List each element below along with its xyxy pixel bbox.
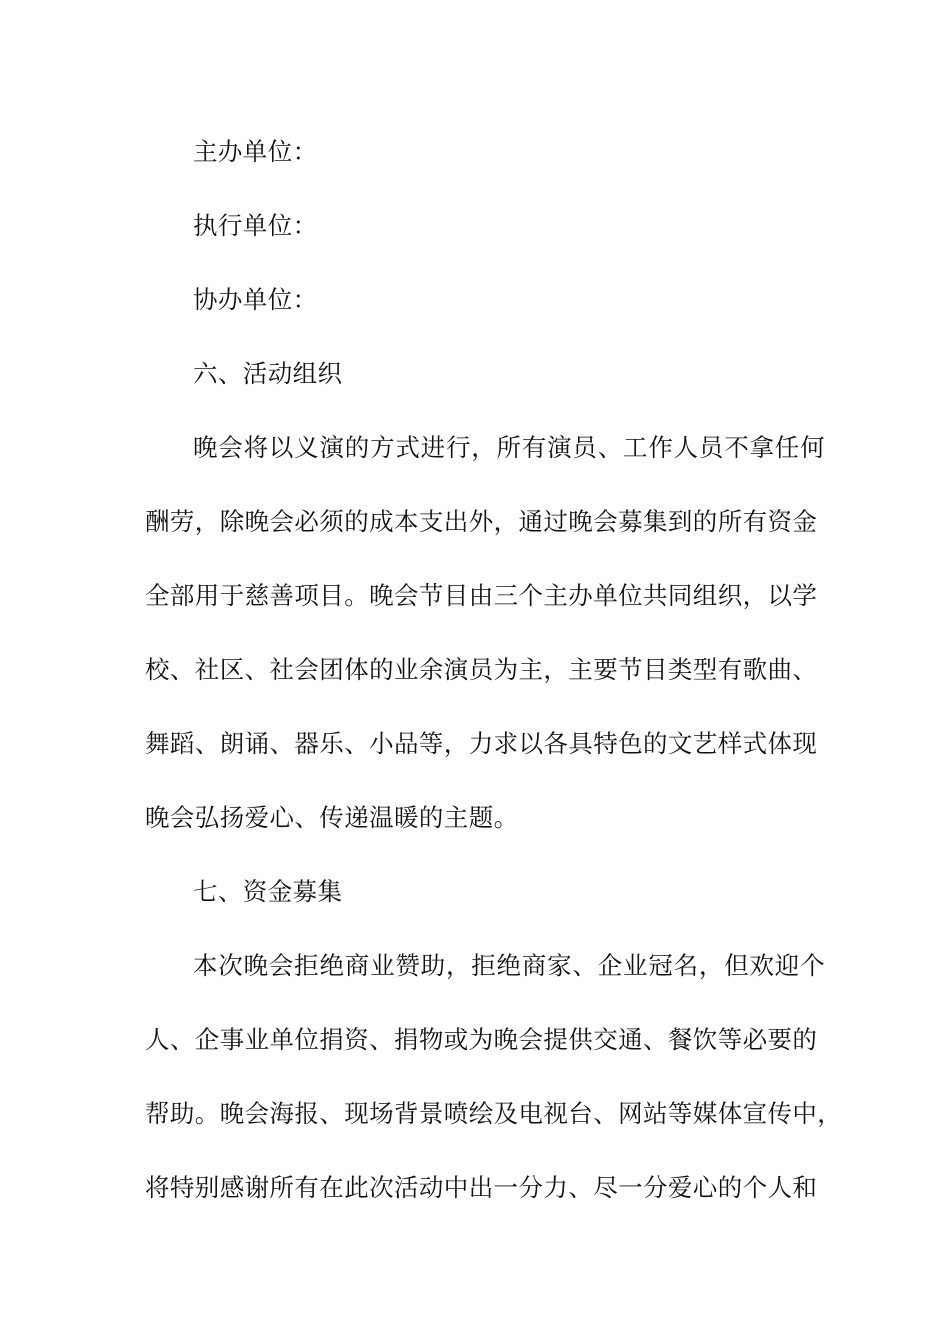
paragraph-line: 全部用于慈善项目。晚会节目由三个主办单位共同组织，以学 [145, 581, 818, 610]
co-organizer-label: 协办单位： [193, 285, 318, 314]
paragraph-line: 晚会弘扬爱心、传递温暖的主题。 [145, 803, 519, 832]
paragraph-line: 本次晚会拒绝商业赞助，拒绝商家、企业冠名，但欢迎个 [193, 951, 825, 980]
organizer-label: 主办单位： [193, 137, 318, 166]
paragraph-line: 人、企事业单位捐资、捐物或为晚会提供交通、餐饮等必要的 [145, 1025, 818, 1054]
executor-label: 执行单位： [193, 211, 318, 240]
paragraph-line: 帮助。晚会海报、现场背景喷绘及电视台、网站等媒体宣传中， [145, 1099, 843, 1128]
paragraph-line: 舞蹈、朗诵、器乐、小品等，力求以各具特色的文艺样式体现 [145, 729, 818, 758]
section-heading-activity-organization: 六、活动组织 [193, 359, 343, 388]
section-heading-fundraising: 七、资金募集 [193, 877, 343, 906]
paragraph-line: 酬劳，除晚会必须的成本支出外，通过晚会募集到的所有资金 [145, 507, 818, 536]
paragraph-line: 将特别感谢所有在此次活动中出一分力、尽一分爱心的个人和 [145, 1173, 818, 1202]
paragraph-line: 校、社区、社会团体的业余演员为主，主要节目类型有歌曲、 [145, 655, 818, 684]
paragraph-line: 晚会将以义演的方式进行，所有演员、工作人员不拿任何 [193, 433, 825, 462]
